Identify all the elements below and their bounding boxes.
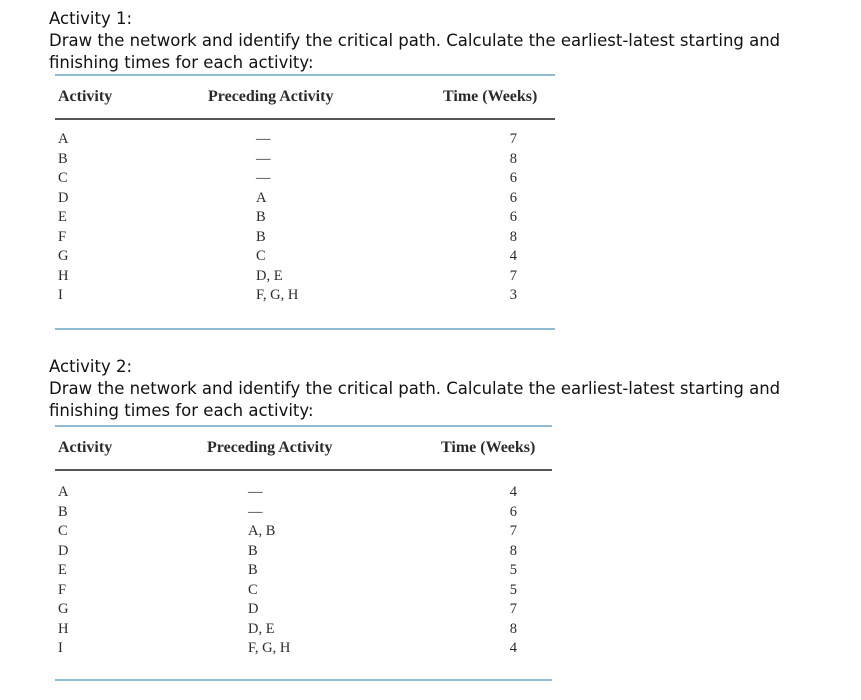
- header-preceding-activity: Preceding Activity: [208, 88, 334, 105]
- table-cell: G: [58, 601, 69, 617]
- table-cell: G: [58, 248, 69, 264]
- table-cell: I: [58, 287, 63, 303]
- table-cell: 6: [509, 189, 517, 206]
- table-cell: I: [58, 640, 63, 656]
- table-cell: —: [256, 131, 271, 147]
- table-cell: 6: [509, 503, 517, 520]
- table-cell: B: [256, 209, 266, 225]
- table-cell: E: [58, 209, 67, 225]
- time-weeks-column: [475, 130, 517, 306]
- table-cell: 7: [509, 131, 517, 147]
- table-cell: 7: [509, 601, 517, 617]
- activity-2-table: [55, 425, 552, 687]
- table-cell: D: [58, 189, 69, 206]
- table-cell: F: [58, 228, 67, 245]
- activity-1-instructions: Draw the network and identify the critical path. Calculate the earliest-latest starting and finishing times for each activity:: [49, 31, 781, 72]
- table-cell: —: [256, 150, 271, 167]
- table-cell: A, B: [248, 523, 276, 539]
- table-bottom-rule: [55, 679, 552, 681]
- table-header-rule: [55, 118, 555, 120]
- header-time-weeks: Time (Weeks): [443, 88, 538, 105]
- table-cell: H: [58, 620, 69, 637]
- activity-2-heading: [49, 356, 839, 422]
- table-cell: 8: [509, 228, 517, 245]
- table-cell: 7: [509, 523, 517, 539]
- activity-1-heading: [49, 8, 839, 74]
- table-cell: F, G, H: [256, 287, 299, 303]
- table-cell: —: [248, 503, 263, 520]
- table-cell: B: [58, 503, 68, 520]
- header-activity: Activity: [58, 439, 113, 456]
- activity-column: [58, 483, 98, 659]
- activity-2-title: Activity 2:: [49, 357, 133, 376]
- table-cell: —: [248, 484, 263, 500]
- table-cell: B: [248, 562, 258, 578]
- table-cell: B: [58, 150, 68, 167]
- table-cell: 5: [509, 581, 517, 598]
- activity-column: [58, 130, 98, 306]
- table-cell: D, E: [248, 620, 275, 637]
- table-cell: 4: [509, 484, 517, 500]
- table-cell: 3: [509, 287, 517, 303]
- time-weeks-column: [465, 483, 517, 659]
- table-cell: 8: [509, 150, 517, 167]
- table-cell: F: [58, 581, 67, 598]
- header-activity: Activity: [58, 88, 113, 105]
- table-cell: D, E: [256, 267, 283, 284]
- table-cell: D: [58, 542, 69, 559]
- header-time-weeks: Time (Weeks): [441, 439, 536, 456]
- table-cell: 4: [509, 640, 517, 656]
- table-cell: H: [58, 267, 69, 284]
- table-cell: C: [58, 170, 68, 186]
- table-cell: 6: [509, 209, 517, 225]
- table-cell: A: [256, 189, 267, 206]
- table-cell: 4: [509, 248, 517, 264]
- table-header-rule: [55, 469, 552, 471]
- table-cell: E: [58, 562, 67, 578]
- preceding-activity-column: [248, 483, 368, 659]
- table-cell: B: [248, 542, 258, 559]
- table-cell: C: [248, 581, 258, 598]
- activity-1-title: Activity 1:: [49, 9, 133, 28]
- table-cell: A: [58, 131, 69, 147]
- activity-1-table: [55, 74, 555, 336]
- table-bottom-rule: [55, 328, 555, 330]
- table-cell: 6: [509, 170, 517, 186]
- table-cell: D: [248, 601, 259, 617]
- header-preceding-activity: Preceding Activity: [207, 439, 333, 456]
- table-cell: A: [58, 484, 69, 500]
- table-top-rule: [55, 74, 555, 76]
- table-cell: 8: [509, 620, 517, 637]
- table-cell: C: [58, 523, 68, 539]
- table-cell: —: [256, 170, 271, 186]
- table-top-rule: [55, 425, 552, 427]
- activity-2-instructions: Draw the network and identify the critical path. Calculate the earliest-latest starting and finishing times for each activity:: [49, 379, 781, 420]
- table-cell: 5: [509, 562, 517, 578]
- table-cell: B: [256, 228, 266, 245]
- table-cell: C: [256, 248, 266, 264]
- table-cell: 8: [509, 542, 517, 559]
- table-cell: 7: [509, 267, 517, 284]
- table-cell: F, G, H: [248, 640, 291, 656]
- preceding-activity-column: [256, 130, 376, 306]
